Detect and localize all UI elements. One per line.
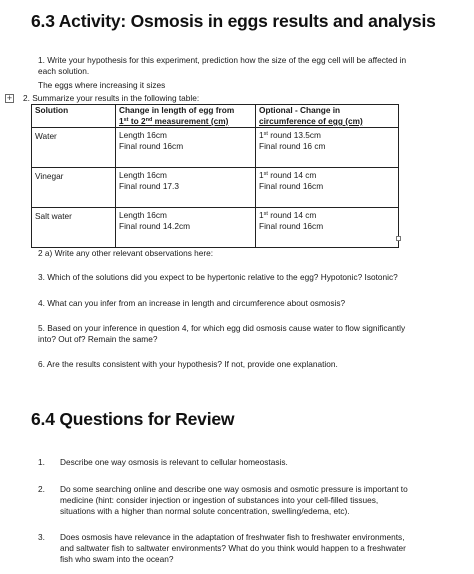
table-row <box>32 128 399 168</box>
header-length-change: Change in length of egg from 1st to 2nd measurement (cm) <box>116 105 256 128</box>
question-4: 4. What can you infer from an increase in length and circumference about osmosis? <box>38 298 346 308</box>
section-title-6-4: 6.4 Questions for Review <box>31 409 235 429</box>
cell-solution: Water <box>32 128 116 168</box>
review-2-line-3: situations with a higher than normal solute concentration, swelling/edema, etc). <box>60 506 350 516</box>
results-table <box>31 104 399 248</box>
table-row <box>32 168 399 208</box>
section-title-6-3: 6.3 Activity: Osmosis in eggs results and analysis <box>31 11 436 31</box>
cell-solution: Vinegar <box>32 168 116 208</box>
table-resize-handle-icon[interactable] <box>396 236 401 241</box>
table-row <box>32 208 399 248</box>
review-1-number: 1. <box>38 457 45 467</box>
question-1-line-1: 1. Write your hypothesis for this experiment, prediction how the size of the egg cell will be affected in <box>38 55 407 65</box>
header-circumference-change: Optional - Change in circumference of egg (cm) <box>256 105 399 128</box>
question-6: 6. Are the results consistent with your hypothesis? If not, provide one explanation. <box>38 359 338 369</box>
review-1-line-1: Describe one way osmosis is relevant to cellular homeostasis. <box>60 457 288 467</box>
table-move-handle-icon[interactable]: + <box>6 93 13 103</box>
table-header-row <box>32 105 399 128</box>
review-2-line-2: medicine (hint: consider injection or ingestion of substances into your cell-filled tissues, <box>60 495 379 505</box>
question-2a: 2 a) Write any other relevant observations here: <box>38 248 214 258</box>
cell-length[interactable]: Length 16cm Final round 17.3 <box>116 168 256 208</box>
answer-1: The eggs where increasing it sizes <box>38 80 166 90</box>
question-1-line-2: each solution. <box>38 66 90 76</box>
review-3-line-2: and saltwater fish to saltwater environments? What do you think would happen to a freshwater <box>60 543 406 553</box>
question-3: 3. Which of the solutions did you expect to be hypertonic relative to the egg? Hypotonic? Isotonic? <box>38 272 398 282</box>
review-3-line-1: Does osmosis have relevance in the adaptation of freshwater fish to freshwater environments, <box>60 532 405 542</box>
question-2: 2. Summarize your results in the following table: <box>23 93 200 103</box>
review-3-number: 3. <box>38 532 45 542</box>
question-5-line-2: into? Out of? Remain the same? <box>38 334 158 344</box>
cell-length[interactable]: Length 16cm Final round 16cm <box>116 128 256 168</box>
review-2-line-1: Do some searching online and describe one way osmosis and osmotic pressure is important to <box>60 484 408 494</box>
cell-length[interactable]: Length 16cm Final round 14.2cm <box>116 208 256 248</box>
header-solution: Solution <box>32 105 116 128</box>
cell-circumference[interactable]: 1st round 14 cm Final round 16cm <box>256 208 399 248</box>
cell-circumference[interactable]: 1st round 14 cm Final round 16cm <box>256 168 399 208</box>
review-2-number: 2. <box>38 484 45 494</box>
review-3-line-3: fish who swam into the ocean? <box>60 554 174 564</box>
cell-solution: Salt water <box>32 208 116 248</box>
question-5-line-1: 5. Based on your inference in question 4, for which egg did osmosis cause water to flow significantly <box>38 323 406 333</box>
cell-circumference[interactable]: 1st round 13.5cm Final round 16 cm <box>256 128 399 168</box>
